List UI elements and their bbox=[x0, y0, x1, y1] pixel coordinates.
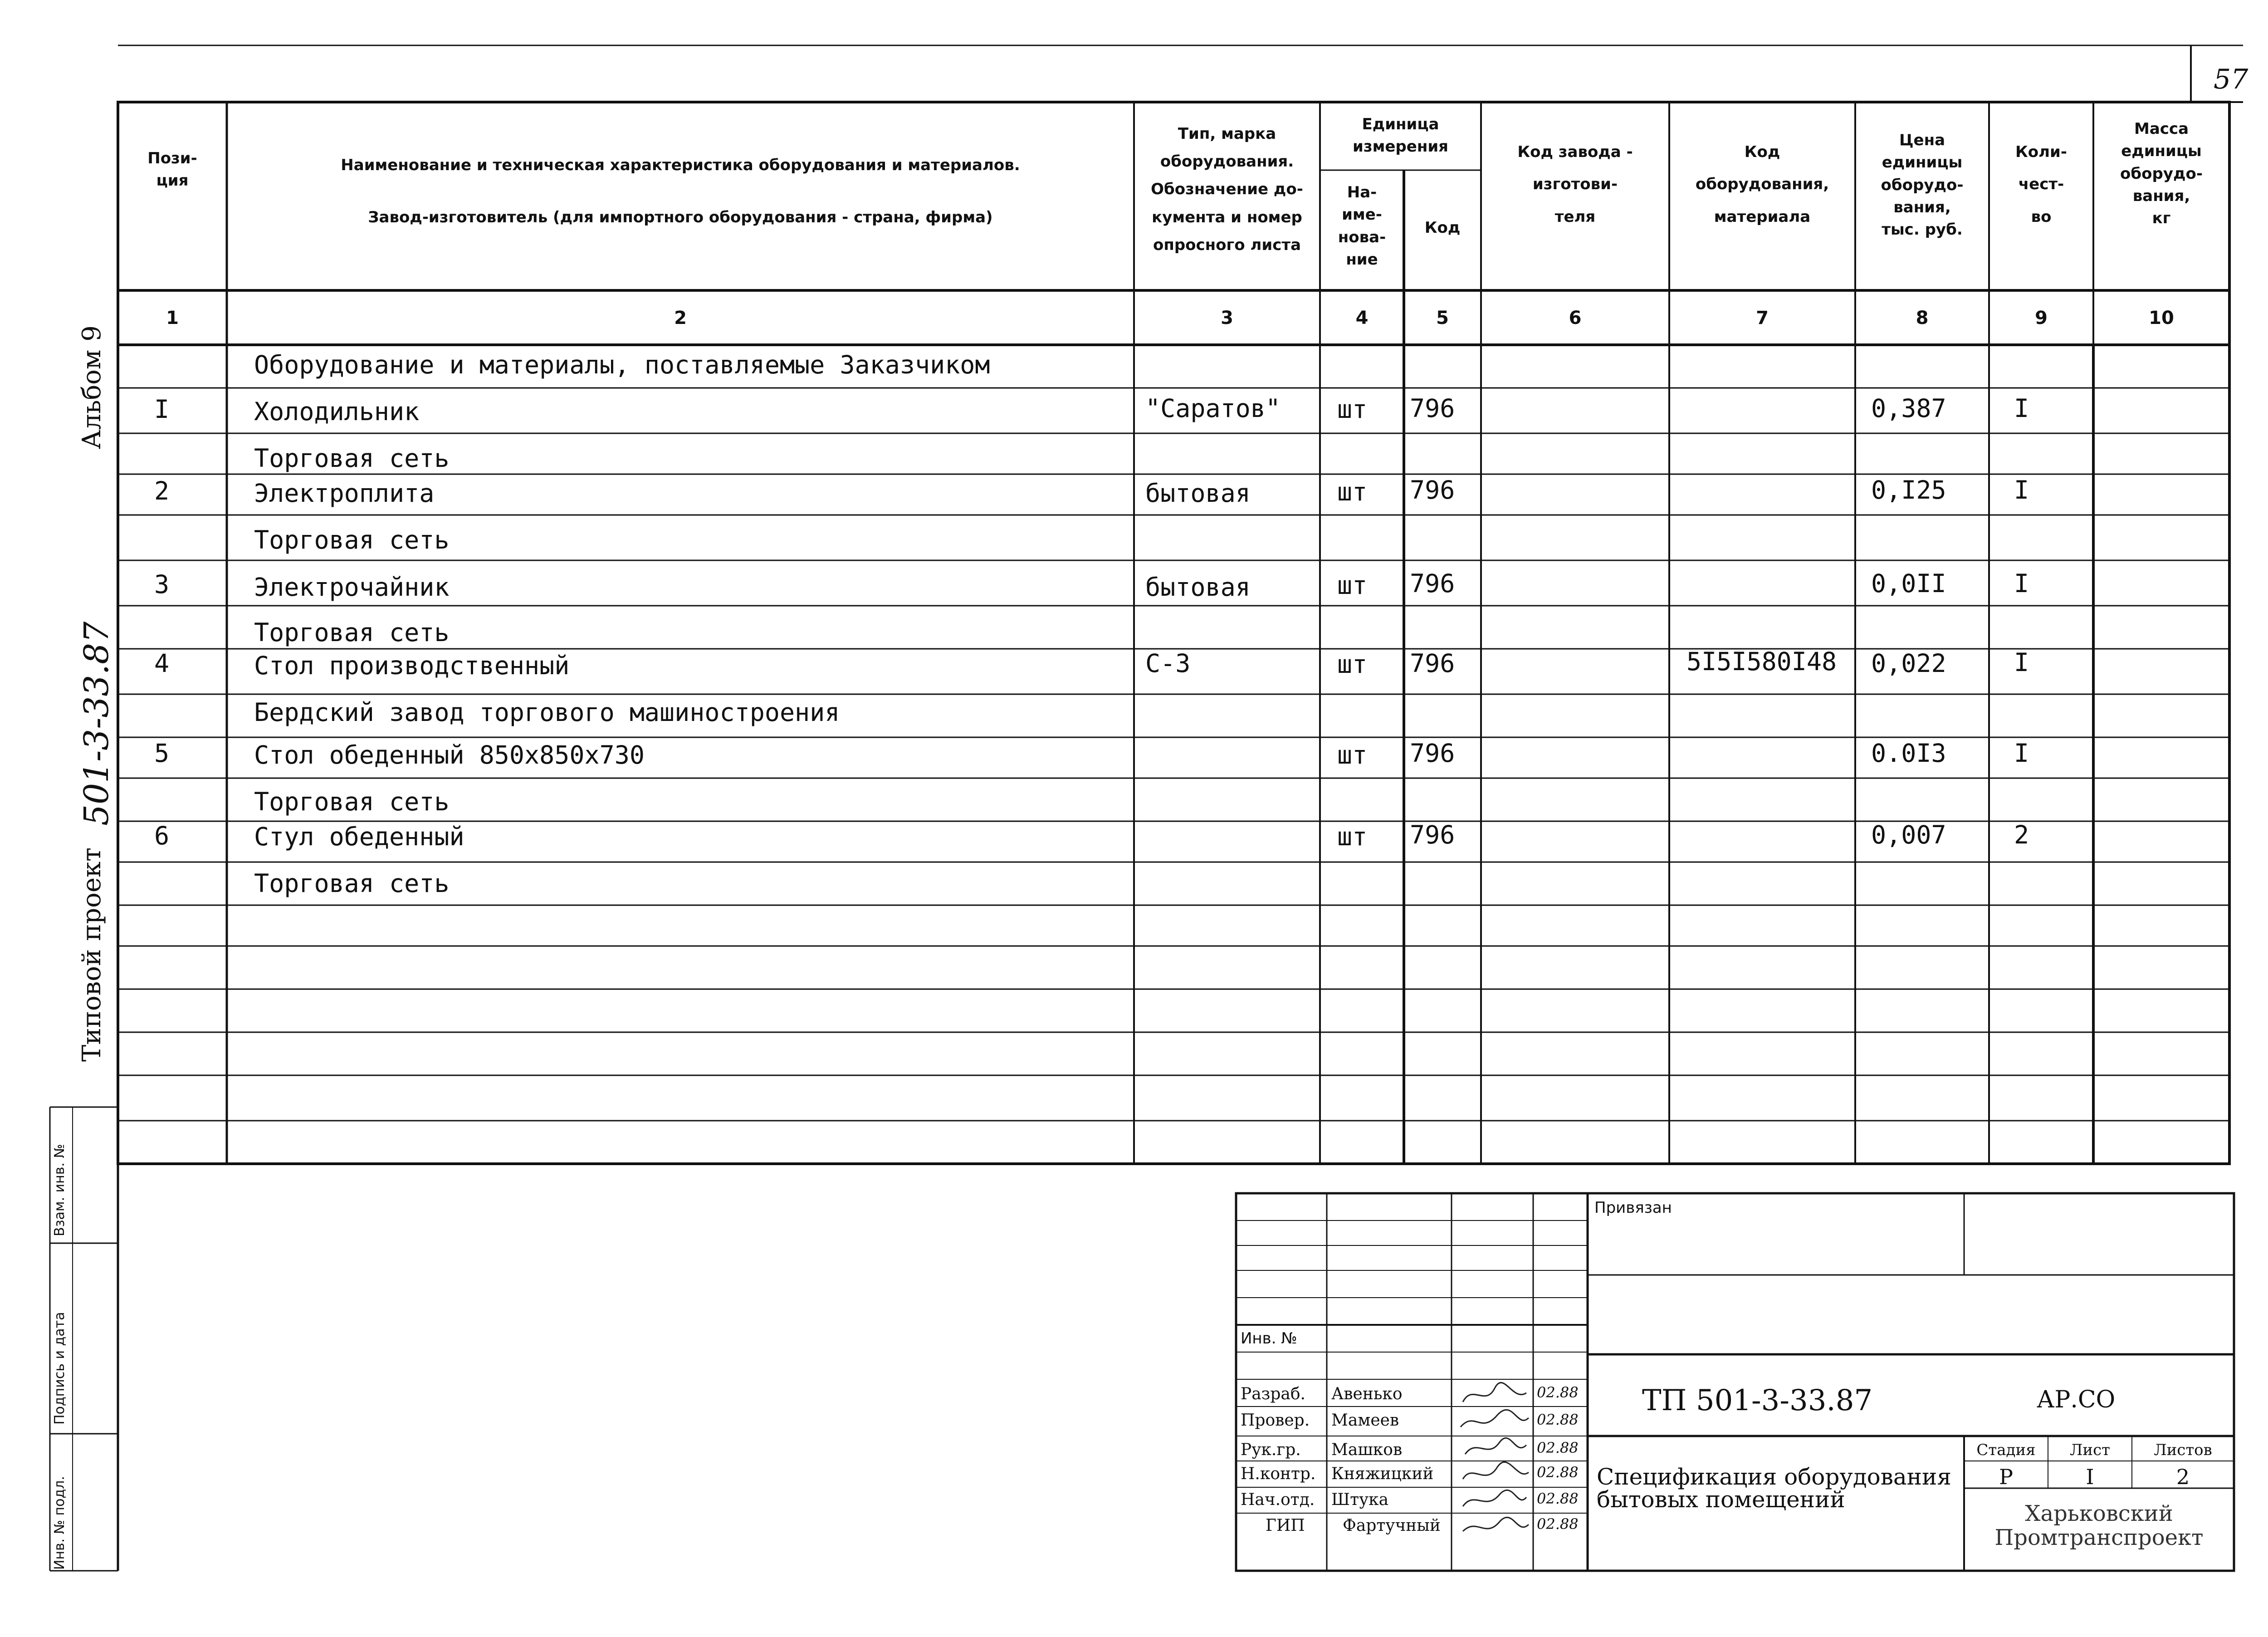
item-name: Холодильник bbox=[254, 397, 420, 426]
header-unit-code: Код bbox=[1424, 219, 1461, 237]
item-unit: шт bbox=[1337, 822, 1368, 851]
role-label: ГИП bbox=[1266, 1516, 1305, 1535]
item-price: 0,0II bbox=[1871, 569, 1946, 598]
role-name: Авенько bbox=[1331, 1385, 1403, 1403]
header-unit-name: На- име- нова- ние bbox=[1338, 183, 1386, 269]
item-unit-code: 796 bbox=[1410, 649, 1455, 678]
item-quantity: I bbox=[2014, 648, 2029, 677]
column-number: 7 bbox=[1756, 308, 1769, 328]
stage-value: Р bbox=[1999, 1465, 2013, 1489]
item-maker: Торговая сеть bbox=[254, 525, 450, 554]
item-position: 5 bbox=[154, 739, 170, 768]
header-quantity: Коли- чест- во bbox=[2015, 143, 2067, 226]
item-quantity: I bbox=[2014, 739, 2029, 768]
role-date: 02.88 bbox=[1537, 1464, 1579, 1481]
item-quantity: 2 bbox=[2014, 820, 2029, 849]
column-number: 3 bbox=[1221, 308, 1233, 328]
item-name: Стол обеденный 850х850х730 bbox=[254, 740, 645, 769]
role-name: Княжицкий bbox=[1331, 1465, 1434, 1483]
item-maker: Торговая сеть bbox=[254, 869, 450, 898]
item-quantity: I bbox=[2014, 475, 2029, 505]
item-name: Электрочайник bbox=[254, 573, 450, 602]
role-date: 02.88 bbox=[1537, 1490, 1579, 1507]
stamp-label-podpis: Подпись и дата bbox=[52, 1312, 68, 1425]
sheet-label: Лист bbox=[2070, 1441, 2110, 1459]
item-price: 0,I25 bbox=[1871, 475, 1946, 505]
role-name: Машков bbox=[1331, 1441, 1403, 1459]
header-price: Цена единицы оборудо- вания, тыс. руб. bbox=[1881, 131, 1964, 239]
column-number: 4 bbox=[1355, 308, 1369, 328]
role-date: 02.88 bbox=[1537, 1384, 1579, 1401]
role-label: Провер. bbox=[1241, 1411, 1310, 1430]
header-maker-code: Код завода - изготови- теля bbox=[1517, 143, 1633, 226]
document-title: Спецификация оборудования бытовых помещений bbox=[1597, 1464, 1951, 1513]
item-type: "Саратов" bbox=[1145, 394, 1281, 423]
item-quantity: I bbox=[2014, 569, 2029, 598]
role-label: Разраб. bbox=[1241, 1385, 1305, 1403]
privyazan-label: Привязан bbox=[1594, 1199, 1672, 1217]
signatures bbox=[1454, 1379, 1531, 1570]
side-label-project: Типовой проект bbox=[77, 847, 107, 1062]
item-type: бытовая bbox=[1145, 479, 1251, 508]
item-maker: Торговая сеть bbox=[254, 618, 450, 647]
item-unit: шт bbox=[1337, 650, 1368, 679]
stamp-label-inv: Инв. № подл. bbox=[52, 1476, 68, 1570]
header-type: Тип, марка оборудования. Обозначение до- кумента и номер опросного листа bbox=[1151, 125, 1303, 254]
item-type: бытовая bbox=[1145, 573, 1251, 602]
side-label-code: 501-3-33.87 bbox=[77, 621, 116, 826]
sheets-value: 2 bbox=[2176, 1465, 2190, 1489]
column-number: 10 bbox=[2149, 308, 2174, 328]
item-maker: Бердский завод торгового машиностроения bbox=[254, 698, 840, 727]
item-name: Стул обеденный bbox=[254, 822, 464, 851]
role-date: 02.88 bbox=[1537, 1411, 1579, 1428]
item-price: 0,007 bbox=[1871, 820, 1946, 849]
stamp-label-vzam: Взам. инв. № bbox=[52, 1144, 68, 1236]
item-unit-code: 796 bbox=[1410, 739, 1455, 768]
header-position: Пози- ция bbox=[147, 149, 197, 190]
item-unit-code: 796 bbox=[1410, 475, 1455, 505]
item-position: 2 bbox=[154, 476, 170, 505]
role-label: Н.контр. bbox=[1241, 1465, 1316, 1483]
header-mass: Масса единицы оборудо- вания, кг bbox=[2120, 120, 2203, 228]
item-position: 6 bbox=[154, 821, 170, 850]
item-position: 3 bbox=[154, 570, 170, 599]
item-unit: шт bbox=[1337, 740, 1368, 769]
role-name: Фартучный bbox=[1343, 1516, 1441, 1535]
header-unit: Единица измерения bbox=[1353, 115, 1448, 156]
item-unit: шт bbox=[1337, 477, 1368, 506]
item-maker: Торговая сеть bbox=[254, 787, 450, 816]
column-number: 2 bbox=[674, 308, 687, 328]
item-price: 0,022 bbox=[1871, 649, 1946, 678]
sheets-label: Листов bbox=[2154, 1441, 2212, 1459]
item-position: 4 bbox=[154, 649, 170, 678]
document-code: ТП 501-3-33.87 bbox=[1642, 1384, 1873, 1417]
role-label: Рук.гр. bbox=[1241, 1441, 1301, 1459]
role-date: 02.88 bbox=[1537, 1515, 1579, 1533]
sheet-value: I bbox=[2086, 1465, 2094, 1489]
item-name: Электроплита bbox=[254, 479, 435, 508]
item-unit-code: 796 bbox=[1410, 569, 1455, 598]
stage-label: Стадия bbox=[1976, 1441, 2036, 1459]
document-mark: АР.СО bbox=[2037, 1386, 2116, 1413]
role-date: 02.88 bbox=[1537, 1439, 1579, 1456]
column-number: 5 bbox=[1436, 308, 1449, 328]
side-label-album: Альбом 9 bbox=[77, 325, 107, 449]
role-name: Мамеев bbox=[1331, 1411, 1399, 1430]
item-maker: Торговая сеть bbox=[254, 444, 450, 473]
item-quantity: I bbox=[2014, 394, 2029, 423]
column-number: 1 bbox=[166, 308, 179, 328]
item-unit: шт bbox=[1337, 571, 1368, 600]
page-number: 57 bbox=[2214, 64, 2248, 95]
item-name: Стол производственный bbox=[254, 651, 570, 680]
header-name-line1: Наименование и техническая характеристика оборудования и материалов. bbox=[341, 156, 1020, 174]
item-equipment-code: 5I5I580I48 bbox=[1686, 647, 1837, 676]
item-type: С-3 bbox=[1145, 649, 1191, 678]
item-price: 0,387 bbox=[1871, 394, 1946, 423]
section-title: Оборудование и материалы, поставляемые Заказчиком bbox=[254, 350, 990, 379]
column-number: 8 bbox=[1916, 308, 1929, 328]
item-price: 0.0I3 bbox=[1871, 739, 1946, 768]
item-unit: шт bbox=[1337, 395, 1368, 424]
header-equipment-code: Код оборудования, материала bbox=[1695, 143, 1829, 226]
header-name-line2: Завод-изготовитель (для импортного оборудования - страна, фирма) bbox=[368, 208, 993, 226]
item-unit-code: 796 bbox=[1410, 394, 1455, 423]
column-number: 9 bbox=[2035, 308, 2048, 328]
inv-number-label: Инв. № bbox=[1241, 1329, 1297, 1348]
item-position: I bbox=[154, 395, 170, 424]
role-name: Штука bbox=[1331, 1490, 1389, 1509]
column-number: 6 bbox=[1569, 308, 1582, 328]
item-unit-code: 796 bbox=[1410, 820, 1455, 849]
role-label: Нач.отд. bbox=[1241, 1490, 1315, 1509]
organization-name: Харьковский Промтранспроект bbox=[1994, 1501, 2204, 1550]
